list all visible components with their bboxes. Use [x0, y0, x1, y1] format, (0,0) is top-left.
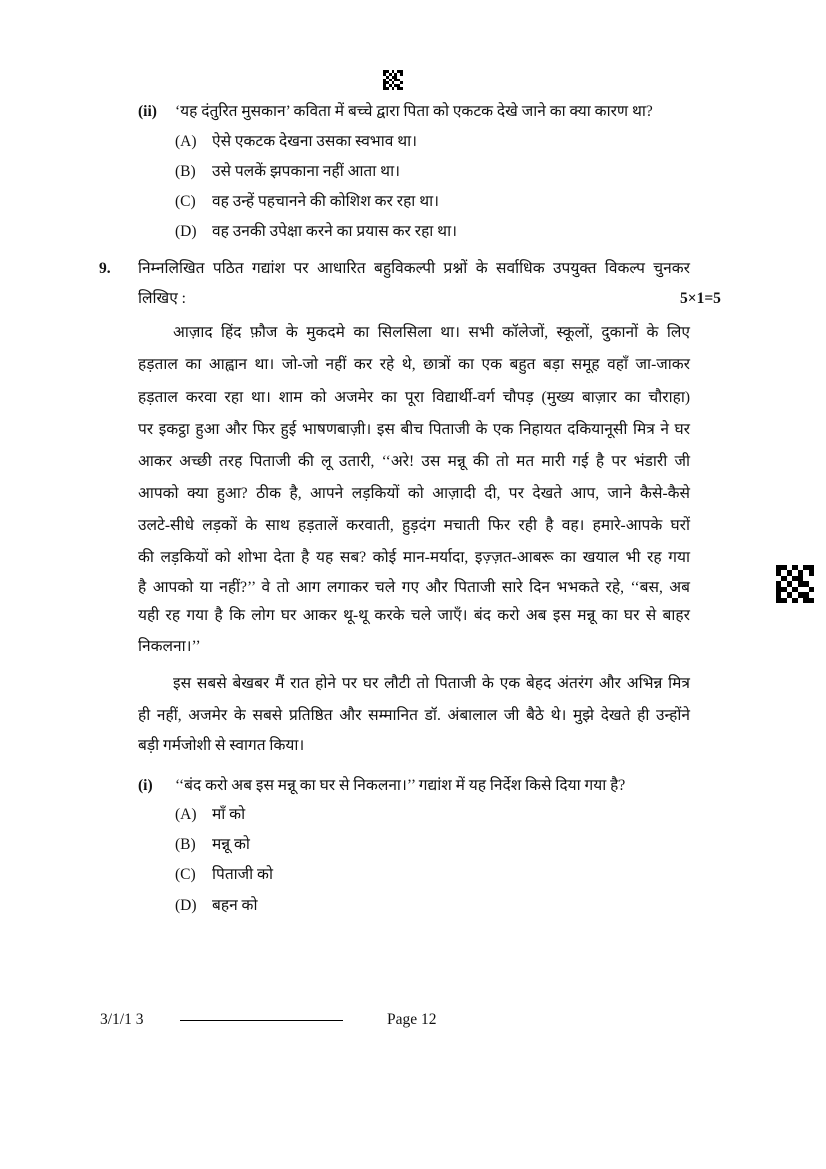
passage-line: बड़ी गर्मजोशी से स्वागत किया।	[138, 737, 305, 754]
passage-line: आज़ाद हिंद फ़ौज के मुकदमे का सिलसिला था। सभी कॉलेजों, स्कूलों, दुकानों के लिए	[173, 324, 690, 341]
passage-line: हड़ताल करवा रहा था। शाम को अजमेर का पूरा विद्यार्थी-वर्ग चौपड़ (मुख्य बाज़ार का चौराहा)	[138, 389, 690, 406]
question-number: (i)	[138, 777, 153, 794]
option-text: वह उनकी उपेक्षा करने का प्रयास कर रहा था।	[212, 223, 457, 240]
option-text: पिताजी को	[212, 866, 273, 883]
question-number: (ii)	[138, 103, 157, 120]
option-label: (B)	[175, 836, 196, 853]
passage-line: उलटे-सीधे लड़कों के साथ हड़तालें करवाती, हुड़दंग मचाती फिर रही है वह। हमारे-आपके घरों	[138, 517, 690, 534]
passage-line: यही रह गया है कि लोग घर आकर थू-थू करके चले जाएँ। बंद करो अब इस मन्नू का घर से बाहर	[138, 607, 690, 624]
marks: 5×1=5	[680, 290, 721, 307]
option-label: (D)	[175, 223, 197, 240]
instruction-line: लिखिए :	[138, 290, 186, 307]
option-text: बहन को	[212, 897, 258, 914]
passage-line: है आपको या नहीं?’’ वे तो आग लगाकर चले गए और पिताजी सारे दिन भभकते रहे, ‘‘बस, अब	[138, 579, 690, 596]
passage-line: आकर अच्छी तरह पिताजी की लू उतारी, ‘‘अरे! उस मन्नू की तो मत मारी गई है पर भंडारी जी	[138, 453, 690, 470]
option-label: (A)	[175, 133, 197, 150]
option-text: वह उन्हें पहचानने की कोशिश कर रहा था।	[212, 193, 439, 210]
qr-code-side	[776, 565, 814, 603]
option-label: (C)	[175, 866, 196, 883]
passage-line: की लड़कियों को शोभा देता है यह सब? कोई मान-मर्यादा, इज़्ज़त-आबरू का खयाल भी रह गया	[138, 549, 690, 566]
qr-code-top	[383, 70, 403, 90]
passage-line: निकलना।’’	[138, 638, 201, 655]
question-number: 9.	[99, 260, 111, 277]
instruction-line: निम्नलिखित पठित गद्यांश पर आधारित बहुविकल्पी प्रश्नों के सर्वाधिक उपयुक्त विकल्प चुनकर	[138, 260, 690, 277]
option-label: (D)	[175, 897, 197, 914]
question-text: ‘यह दंतुरित मुसकान’ कविता में बच्चे द्वारा पिता को एकटक देखे जाने का क्या कारण था?	[175, 103, 653, 120]
footer-divider	[180, 1020, 343, 1021]
option-text: माँ को	[212, 806, 246, 823]
option-label: (A)	[175, 806, 197, 823]
option-label: (B)	[175, 163, 196, 180]
option-text: ऐसे एकटक देखना उसका स्वभाव था।	[212, 133, 418, 150]
passage-line: पर इकट्ठा हुआ और फिर हुई भाषणबाज़ी। इस बीच पिताजी के एक निहायत दकियानूसी मित्र ने घर	[138, 421, 690, 438]
passage-line: हड़ताल का आह्वान था। जो-जो नहीं कर रहे थे, छात्रों का एक बहुत बड़ा समूह वहाँ जा-जाकर	[138, 356, 690, 373]
option-text: उसे पलकें झपकाना नहीं आता था।	[212, 163, 400, 180]
passage-line: इस सबसे बेखबर मैं रात होने पर घर लौटी तो पिताजी के एक बेहद अंतरंग और अभिन्न मित्र	[173, 675, 690, 692]
paper-code: 3/1/1 3	[100, 1011, 144, 1028]
option-text: मन्नू को	[212, 836, 250, 853]
passage-line: ही नहीं, अजमेर के सबसे प्रतिष्ठित और सम्मानित डॉ. अंबालाल जी बैठे थे। मुझे देखते ही उन्होंने	[138, 707, 690, 724]
question-text: ‘‘बंद करो अब इस मन्नू का घर से निकलना।’’ गद्यांश में यह निर्देश किसे दिया गया है?	[175, 777, 626, 794]
option-label: (C)	[175, 193, 196, 210]
page-number: Page 12	[387, 1011, 437, 1028]
passage-line: आपको क्या हुआ? ठीक है, आपने लड़कियों को आज़ादी दी, पर देखते आप, जाने कैसे-कैसे	[138, 485, 690, 502]
